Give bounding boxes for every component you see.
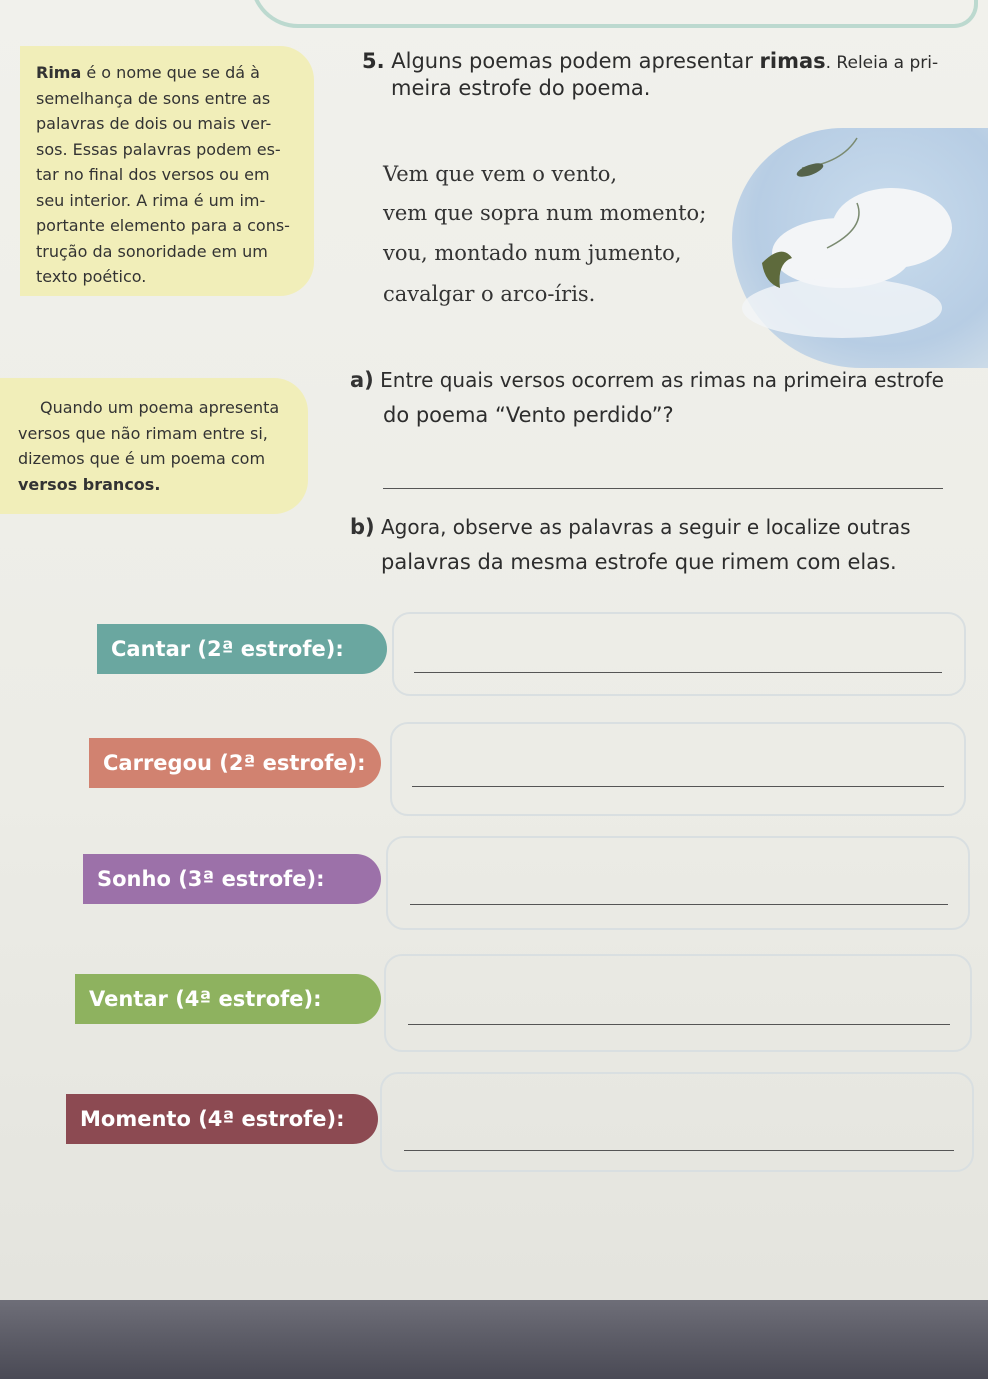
item-b-line-1 [350,515,911,539]
decorative-arc [250,0,978,28]
prompt-word: Sonho [97,867,171,891]
prompt-stanza: (3ª estrofe): [178,867,325,891]
answer-frame [386,836,970,930]
poem-verse-2: vem que sopra num momento; [383,201,707,225]
question-5-line-2: meira estrofe do poema. [391,76,651,100]
versos-line-2: versos que não rimam entre si, [18,423,268,443]
versos-line-4: versos brancos. [18,474,161,494]
answer-line-ventar[interactable] [408,1024,950,1025]
rima-line-6: seu interior. A rima é um im- [36,190,266,210]
question-text: Alguns poemas podem apresentar [384,49,760,73]
rima-term: Rima [36,63,82,82]
rima-line-2: semelhança de sons entre as [36,88,271,108]
question-text-end: . Releia a pri- [825,53,939,73]
prompt-word: Cantar [111,637,191,661]
poem-verse-1: Vem que vem o vento, [383,162,618,186]
question-5-line-1 [362,46,938,78]
prompt-stanza: (4ª estrofe): [175,987,322,1011]
background-surface [0,1300,988,1379]
item-a-letter: a) [350,368,374,392]
prompt-ventar [75,974,381,1024]
answer-frame [380,1072,974,1172]
prompt-momento [66,1094,378,1144]
rima-line-9: texto poético. [36,267,147,286]
rima-line-8: trução da sonoridade em um [36,241,268,261]
question-bold-word: rimas [759,49,826,73]
prompt-stanza: (4ª estrofe): [198,1107,345,1131]
item-a-line-2: do poema “Vento perdido”? [383,403,674,427]
leaf-icon [732,128,988,368]
rima-line-7: portante elemento para a cons- [36,216,290,235]
rima-line-5: tar no final dos versos ou em [36,165,270,184]
item-b-text: Agora, observe as palavras a seguir e localize outras [374,515,911,539]
answer-frame [384,954,972,1052]
prompt-carregou [89,738,381,788]
sky-illustration [732,128,988,368]
prompt-stanza: (2ª estrofe): [197,637,344,661]
answer-frame [392,612,966,696]
prompt-stanza: (2ª estrofe): [219,751,366,775]
answer-line-a[interactable] [383,488,943,489]
prompt-word: Carregou [103,751,212,775]
answer-line-carregou[interactable] [412,786,944,787]
rima-text: é o nome que se dá à [81,63,260,82]
rima-line-3: palavras de dois ou mais ver- [36,114,272,133]
versos-line-3: dizemos que é um poema com [18,449,266,468]
item-b-letter: b) [350,515,375,539]
answer-line-momento[interactable] [404,1150,954,1151]
item-a-line-1 [350,368,944,392]
rima-line-1 [36,60,302,86]
rima-definition-box [20,46,314,296]
poem-verse-3: vou, montado num jumento, [383,241,682,265]
prompt-word: Ventar [89,987,168,1011]
versos-brancos-box [0,378,308,514]
question-number: 5. [362,49,385,73]
item-a-text: Entre quais versos ocorrem as rimas na primeira estrofe [373,368,944,392]
answer-line-sonho[interactable] [410,904,948,905]
prompt-cantar [97,624,387,674]
item-b-line-2: palavras da mesma estrofe que rimem com elas. [381,550,897,574]
answer-line-cantar[interactable] [414,672,942,673]
versos-line-1: Quando um poema apresenta [40,398,280,417]
rima-line-4: sos. Essas palavras podem es- [36,139,281,159]
poem-verse-4: cavalgar o arco-íris. [383,282,596,306]
prompt-word: Momento [80,1107,191,1131]
answer-frame [390,722,966,816]
prompt-sonho [83,854,381,904]
